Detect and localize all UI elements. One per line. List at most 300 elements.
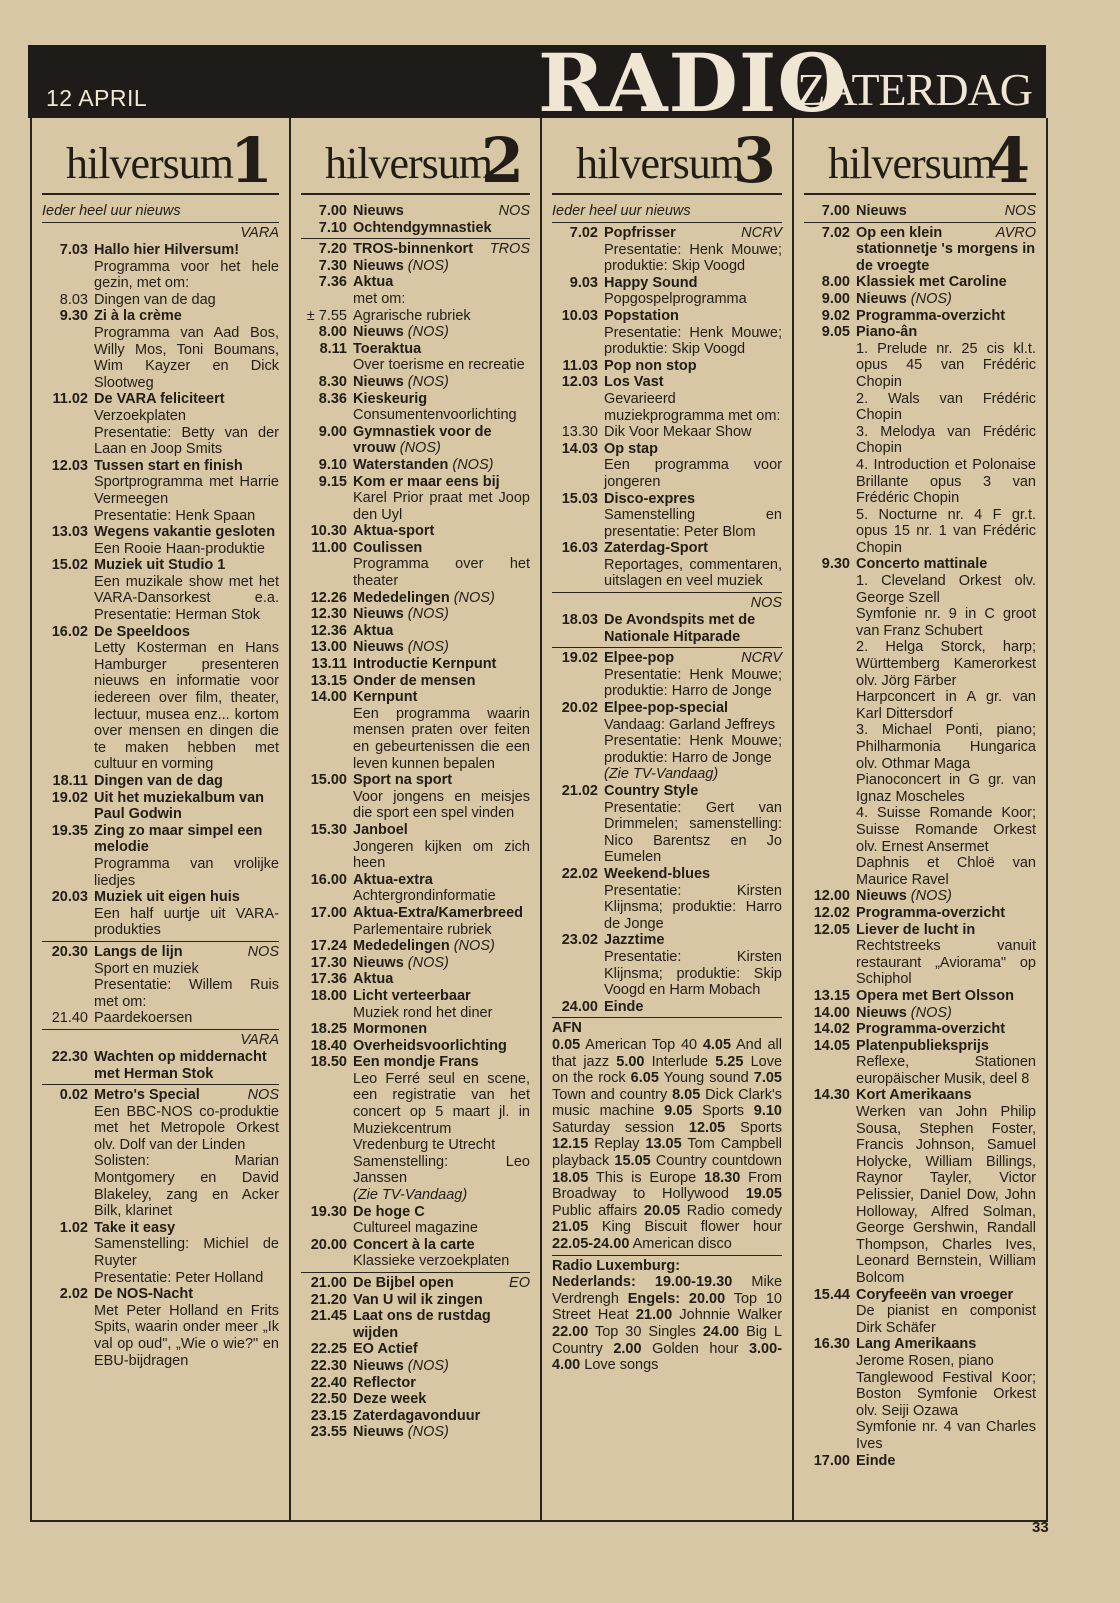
program-description: Presentatie: Gert van Drimmelen; samenstelling: Nico Barentsz en Jo Eumelen (604, 799, 782, 866)
program-title-line (353, 1292, 530, 1309)
program-title-line (353, 274, 530, 291)
program-time: 16.02 (51, 623, 88, 640)
program-entry (42, 242, 279, 292)
program-entry (804, 308, 1036, 325)
program-title: Nieuws (856, 290, 907, 307)
program-note: (NOS) (910, 1004, 952, 1021)
program-title-line (353, 308, 530, 325)
program-body (353, 523, 530, 540)
program-description: Cultureel magazine (353, 1220, 478, 1237)
program-time: 21.40 (51, 1010, 88, 1027)
program-time: 7.00 (318, 203, 347, 219)
program-description: Gevarieerd muziekprogramma met om: (604, 390, 781, 424)
divider (42, 1084, 279, 1085)
divider (552, 1255, 782, 1256)
program-description: Samenstelling: Leo Janssen (353, 1153, 530, 1187)
program-description: Sport en muziek (94, 960, 199, 977)
broadcaster-label: NOS (750, 595, 782, 612)
luxemburg-program: Top 30 Singles (594, 1324, 696, 1340)
program-title-line (353, 523, 530, 540)
afn-time: 8.05 (672, 1086, 701, 1103)
program-entry (42, 1220, 279, 1286)
program-time: 13.03 (51, 524, 88, 541)
program-note: (NOS) (453, 938, 495, 955)
program-time: 20.30 (51, 943, 88, 960)
program-title-line (353, 689, 530, 706)
program-description: Werken van John Philip Sousa, Stephen Foster, Francis Johnson, Samuel Holycke, William Billings, Raynor Tayler, Victor Pelissier, Daniel Dow, John Holloway, Alfred Solman, George Gershwin, Randall Thompson, Charles Ives, Leonard Bernstein, William Bolcom (856, 1104, 1036, 1286)
program-title: Van U wil ik zingen (353, 1291, 483, 1308)
broadcaster-label: EO (509, 1275, 530, 1291)
program-entry (42, 773, 279, 790)
program-description: De pianist en componist Dirk Schäfer (856, 1303, 1036, 1336)
program-title: Programma-overzicht (856, 1021, 1006, 1038)
afn-program: Country countdown (655, 1153, 782, 1170)
program-time: 22.25 (310, 1341, 347, 1358)
program-body (856, 1453, 1036, 1470)
program-time: 9.00 (821, 290, 850, 307)
broadcaster-label: NCRV (741, 650, 782, 667)
program-entry (301, 424, 530, 457)
program-body (856, 1038, 1036, 1088)
program-time: 21.45 (310, 1308, 347, 1325)
program-note: (NOS) (407, 1357, 449, 1374)
program-description: Presentatie: Kirsten Klijnsma; produktie: Harro de Jonge (604, 882, 782, 932)
program-description: 4. Suisse Romande Koor; Suisse Romande Orkest olv. Ernest Ansermet (856, 805, 1036, 855)
luxemburg-program: Top 10 Street Heat (552, 1290, 782, 1324)
program-title: Concert à la carte (353, 1236, 475, 1253)
afn-program: Town and country (552, 1086, 668, 1103)
program-title: Hallo hier Hilversum! (94, 242, 240, 258)
program-time: 14.00 (310, 689, 347, 706)
program-title-line (94, 308, 279, 325)
program-body (94, 773, 279, 790)
program-time: 1.02 (59, 1219, 88, 1236)
program-entry (301, 1054, 530, 1203)
program-title: Reflector (353, 1374, 416, 1391)
program-time: 14.30 (813, 1087, 850, 1104)
program-note: (NOS) (407, 954, 449, 971)
program-title: De NOS-Nacht (94, 1286, 194, 1303)
program-title: Overheidsvoorlichting (353, 1037, 507, 1054)
program-title: Wegens vakantie gesloten (94, 524, 276, 541)
station-name: hilversum (828, 139, 995, 188)
afn-program: Radio comedy (686, 1202, 783, 1219)
program-entry (552, 358, 782, 375)
program-title: Een mondje Frans (353, 1054, 479, 1071)
program-title-line (353, 639, 530, 656)
program-body (353, 606, 530, 623)
program-title: Tussen start en finish (94, 457, 243, 474)
program-body (353, 1237, 530, 1270)
program-description: Presentatie: Betty van der Laan en Joop Smits (94, 424, 279, 458)
program-entry (804, 1453, 1036, 1470)
program-description: Reportages, commentaren, uitslagen en veel muziek (604, 556, 782, 590)
program-title: Programma-overzicht (856, 307, 1006, 324)
program-description: Consumentenvoorlichting (353, 407, 517, 424)
afn-program: Replay (594, 1136, 640, 1153)
program-body (353, 623, 530, 640)
section-title: Radio Luxemburg: (552, 1257, 681, 1274)
program-time: 15.03 (561, 490, 598, 507)
afn-time: 0.05 (552, 1036, 581, 1053)
program-body (353, 772, 530, 822)
program-time: 0.02 (59, 1087, 88, 1104)
program-body (604, 932, 782, 998)
program-entry (42, 308, 279, 391)
program-title: Disco-expres (604, 490, 696, 507)
program-title: Mormonen (353, 1021, 428, 1038)
program-time: 15.00 (310, 772, 347, 789)
program-title: Paardekoersen (94, 1010, 193, 1027)
afn-program: King Biscuit flower hour (601, 1219, 783, 1236)
program-title: Take it easy (94, 1219, 176, 1236)
station-number: 3 (732, 124, 776, 197)
program-entry (552, 783, 782, 866)
program-description: Samenstelling: Michiel de Ruyter (94, 1236, 279, 1270)
program-title: Muziek uit eigen huis (94, 889, 240, 906)
afn-program: Interlude (651, 1053, 709, 1070)
program-entry (301, 308, 530, 325)
program-entry (301, 474, 530, 524)
station-number: 1 (229, 124, 273, 197)
date-label: 12 APRIL (46, 85, 148, 111)
program-title: Lang Amerikaans (856, 1336, 977, 1353)
program-title-line (353, 374, 530, 391)
program-body (94, 292, 279, 309)
program-title-line (353, 656, 530, 673)
program-title: Klassiek met Caroline (856, 274, 1007, 291)
program-title: Op een klein stationnetje 's morgens in de vroegte (856, 224, 1036, 274)
program-time: 11.00 (311, 539, 347, 556)
program-title-line (353, 1237, 530, 1254)
divider (301, 238, 530, 239)
divider (804, 222, 1036, 223)
program-entry (552, 700, 782, 783)
program-description: Pianoconcert in G gr. van Ignaz Moscheles (856, 772, 1036, 805)
program-entry (301, 822, 530, 872)
program-title-line (353, 988, 530, 1005)
program-description: Programma van vrolijke liedjes (94, 855, 279, 889)
program-time: 14.03 (561, 440, 598, 457)
luxemburg-time: 22.00 (552, 1324, 589, 1340)
program-body (353, 341, 530, 374)
afn-time: 9.05 (664, 1103, 693, 1120)
program-description: Over toerisme en recreatie (353, 357, 525, 374)
program-entry (552, 540, 782, 590)
program-entry (42, 391, 279, 457)
program-entry (301, 689, 530, 772)
program-entry (804, 1005, 1036, 1022)
program-entry (804, 922, 1036, 988)
program-description: Symfonie nr. 4 van Charles Ives (856, 1419, 1036, 1452)
program-title: Kort Amerikaans (856, 1087, 972, 1104)
program-title: Coulissen (353, 539, 423, 556)
program-time: 16.03 (561, 540, 598, 557)
program-title: Country Style (604, 783, 699, 799)
program-note: (NOS) (399, 440, 441, 457)
program-entry (552, 866, 782, 932)
program-title-line (353, 457, 530, 474)
station-name: hilversum (325, 139, 492, 188)
program-body (353, 220, 530, 237)
program-title-line (856, 888, 1036, 905)
program-entry (552, 308, 782, 358)
program-time: 13.30 (561, 424, 598, 441)
program-title-line (353, 474, 530, 491)
afn-time: 13.05 (645, 1136, 682, 1153)
program-title-line (856, 1005, 1036, 1022)
program-body (353, 1021, 530, 1038)
afn-program: Love on the rock (552, 1053, 783, 1087)
program-body (353, 540, 530, 590)
program-time: 14.00 (813, 1004, 850, 1021)
program-title: Ochtendgymnastiek (353, 219, 492, 236)
program-body (856, 1087, 1036, 1286)
program-time: 22.40 (310, 1374, 347, 1391)
afn-time: 15.05 (614, 1153, 651, 1170)
program-time: 9.05 (821, 324, 850, 341)
program-description: Een BBC-NOS co-produktie met het Metropole Orkest olv. Dolf van der Linden (94, 1103, 279, 1153)
program-body (353, 324, 530, 341)
program-entry (301, 772, 530, 822)
program-title-line (353, 955, 530, 972)
program-title-line (94, 944, 279, 961)
program-time: ± 7.55 (306, 307, 347, 324)
broadcaster-label: NOS (498, 203, 530, 219)
page-header (28, 36, 1046, 130)
program-time: 21.00 (310, 1275, 347, 1291)
program-title-line (353, 905, 530, 922)
luxemburg-time: Engels: 20.00 (627, 1290, 726, 1307)
program-entry (42, 524, 279, 557)
program-body (353, 689, 530, 772)
program-body (353, 1408, 530, 1425)
program-time: 19.30 (310, 1203, 347, 1220)
program-time: 17.00 (813, 1452, 850, 1469)
program-title-line (353, 241, 530, 258)
program-description: Presentatie: Willem Ruis met om: (94, 977, 279, 1010)
program-title: EO Actief (353, 1341, 418, 1358)
program-entry (552, 612, 782, 645)
program-body (604, 275, 782, 308)
program-entry (301, 274, 530, 307)
program-body (353, 374, 530, 391)
program-entry (301, 258, 530, 275)
program-note: (NOS) (910, 290, 952, 307)
program-time: 13.15 (310, 672, 347, 689)
program-time: 24.00 (561, 998, 598, 1015)
program-title-line (353, 1424, 530, 1441)
program-time: 16.30 (813, 1336, 850, 1353)
program-description: Karel Prior praat met Joop den Uyl (353, 490, 530, 523)
program-title-line (94, 1010, 279, 1027)
program-time: 9.30 (821, 556, 850, 573)
program-time: 17.24 (310, 938, 347, 955)
program-note: (NOS) (452, 456, 494, 473)
program-entry (301, 606, 530, 623)
station-column-3 (540, 118, 792, 1520)
program-description: 1. Cleveland Orkest olv. George Szell (856, 573, 1036, 606)
program-description: Harpconcert in A gr. van Karl Dittersdorf (856, 689, 1036, 722)
program-entry (301, 241, 530, 258)
program-time: 22.50 (310, 1391, 347, 1408)
program-title: De hoge C (353, 1203, 425, 1220)
program-time: 15.44 (813, 1286, 850, 1303)
program-time: 9.00 (318, 423, 347, 440)
program-body (604, 700, 782, 783)
program-title-line (353, 540, 530, 557)
program-time: 15.02 (51, 557, 88, 574)
program-title-line (353, 324, 530, 341)
section-title: AFN (552, 1020, 582, 1037)
afn-program: Public affairs (552, 1202, 638, 1219)
program-time: 18.11 (52, 773, 88, 789)
station-number: 2 (480, 124, 524, 197)
program-title-line (353, 1021, 530, 1038)
program-time: 18.50 (310, 1054, 347, 1071)
program-body (353, 971, 530, 988)
program-time: 10.30 (310, 523, 347, 540)
program-time: 13.15 (813, 987, 850, 1004)
program-description: Presentatie: Henk Mouwe; produktie: Skip Voogd (604, 241, 782, 275)
program-title-line (353, 1038, 530, 1055)
program-title-line (94, 1220, 279, 1237)
program-body (604, 225, 782, 275)
program-description: Vandaag: Garland Jeffreys (604, 716, 776, 733)
program-time: 15.30 (310, 821, 347, 838)
program-body (353, 258, 530, 275)
program-time: 18.40 (310, 1037, 347, 1054)
program-entry (301, 938, 530, 955)
program-title: Dingen van de dag (94, 291, 216, 308)
luxemburg-body (552, 1274, 782, 1374)
program-entry (552, 374, 782, 424)
program-time: 8.36 (318, 390, 347, 407)
program-entry (301, 590, 530, 607)
program-title-line (94, 889, 279, 906)
program-body (353, 1341, 530, 1358)
afn-time: 4.05 (702, 1036, 732, 1053)
afn-time: 9.10 (753, 1103, 782, 1120)
program-title-line (94, 773, 279, 790)
program-entry (804, 888, 1036, 905)
program-entry (301, 1308, 530, 1341)
program-body (353, 1391, 530, 1408)
program-title-line (353, 606, 530, 623)
afn-time: 19.05 (745, 1186, 782, 1203)
program-body (353, 308, 530, 325)
program-description: 4. Introduction et Polonaise Brillante opus 3 van Frédéric Chopin (856, 456, 1036, 507)
program-body (353, 274, 530, 307)
program-description: Samenstelling en presentatie: Peter Blom (604, 507, 782, 540)
program-body (353, 241, 530, 258)
program-title: Waterstanden (353, 456, 449, 473)
program-title-line (353, 872, 530, 889)
program-description: Presentatie: Henk Mouwe; produktie: Harro de Jonge (604, 666, 782, 700)
program-time: 11.02 (52, 391, 88, 408)
program-title-line (856, 324, 1036, 341)
program-title-line (353, 1375, 530, 1392)
program-description: Letty Kosterman en Hans Hamburger presenteren nieuws en informatie voor iedereen over film, theater, lectuur, musea enz... kortom over mensen en dingen die te maken hebben met cultuur en vorming (94, 640, 279, 773)
program-title-line (604, 932, 782, 949)
program-title: Sport na sport (353, 772, 453, 789)
program-body (856, 308, 1036, 325)
afn-program: From Broadway to Hollywood (552, 1169, 782, 1203)
program-description: Jongeren kijken om zich heen (353, 838, 530, 872)
program-entry (301, 1038, 530, 1055)
program-description: Tanglewood Festival Koor; Boston Symfonie Orkest olv. Seiji Ozawa (856, 1369, 1036, 1419)
program-body (353, 822, 530, 872)
broadcaster-label: TROS (489, 241, 530, 258)
program-description: Met Peter Holland en Frits Spits, waarin onder meer „Ik val op oud", „Wie o wie?" en EBU-bijdragen (94, 1302, 279, 1369)
program-entry (301, 1424, 530, 1441)
program-title: Zaterdag-Sport (604, 540, 708, 557)
afn-program: Dick Clark's music machine (552, 1086, 783, 1120)
program-entry (301, 656, 530, 673)
program-title: Pop non stop (604, 357, 697, 374)
program-time: 18.00 (310, 987, 347, 1004)
divider (552, 592, 782, 593)
program-title-line (604, 225, 782, 242)
program-time: 23.55 (310, 1424, 347, 1441)
program-title: Happy Sound (604, 274, 698, 291)
program-title: Dingen van de dag (94, 773, 223, 789)
program-title-line (604, 424, 782, 441)
program-body (604, 424, 782, 441)
program-time: 13.00 (310, 639, 347, 656)
afn-time: 18.30 (704, 1169, 741, 1186)
program-title: Nieuws (353, 373, 404, 390)
program-entry (301, 1358, 530, 1375)
program-body (94, 557, 279, 623)
program-title-line (353, 1308, 530, 1341)
program-title-line (604, 491, 782, 508)
program-description: Daphnis et Chloë van Maurice Ravel (856, 855, 1036, 888)
program-title-line (353, 1275, 530, 1292)
program-time: 8.00 (821, 274, 850, 291)
program-entry (804, 905, 1036, 922)
program-entry (301, 374, 530, 391)
afn-time: 20.05 (643, 1202, 681, 1219)
program-body (353, 872, 530, 905)
program-title: Deze week (353, 1391, 427, 1408)
program-entry (42, 944, 279, 1010)
program-title-line (604, 700, 782, 717)
program-body (856, 291, 1036, 308)
program-title-line (856, 1087, 1036, 1104)
program-title-line (353, 258, 530, 275)
divider (552, 647, 782, 648)
program-body (353, 1424, 530, 1441)
program-title: Piano-ân (856, 324, 918, 341)
program-title: Metro's Special (94, 1087, 200, 1104)
program-entry (804, 1336, 1036, 1452)
program-description: Programma van Aad Bos, Willy Mos, Toni Boumans, Wim Kayzer en Dick Slootweg (94, 324, 279, 391)
program-description: Jerome Rosen, piano (856, 1352, 994, 1369)
program-title-line (94, 1049, 279, 1082)
luxemburg-program: Mike Verdrengh (552, 1274, 783, 1307)
program-time: 7.02 (569, 225, 598, 241)
program-title: De Avondspits met de Nationale Hitparade (604, 612, 756, 645)
program-title: Toeraktua (353, 340, 422, 357)
program-title: Nieuws (353, 954, 404, 971)
program-description: Presentatie: Kirsten Klijnsma; produktie: Skip Voogd en Harm Mobach (604, 948, 782, 999)
luxemburg-time: 24.00 (702, 1324, 740, 1340)
program-title: Popfrisser (604, 225, 676, 241)
program-title: Liever de lucht in (856, 921, 976, 938)
afn-time: 12.15 (552, 1136, 589, 1153)
program-title: Zi à la crème (94, 308, 182, 325)
